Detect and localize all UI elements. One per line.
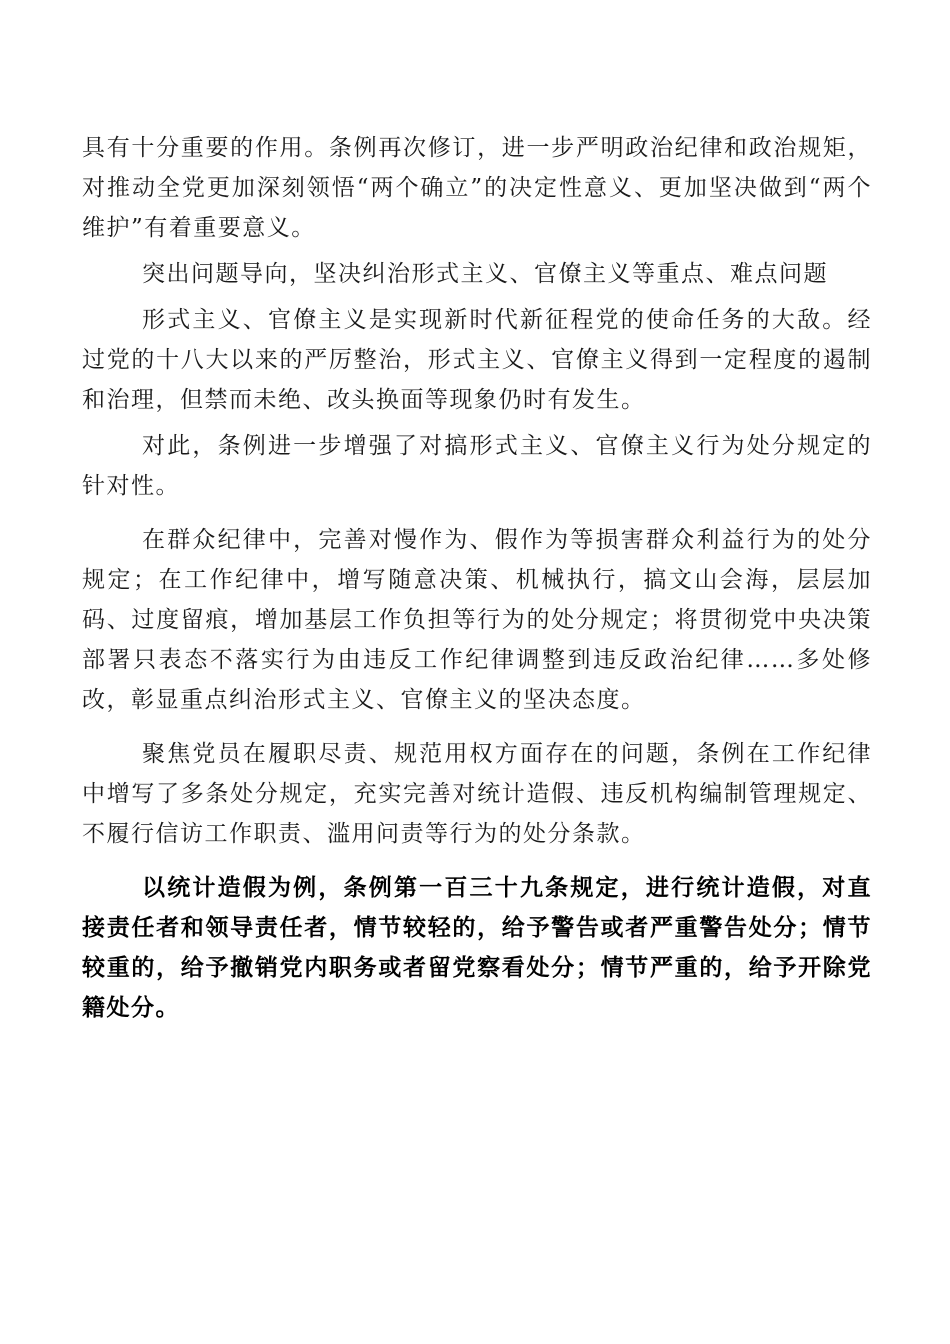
paragraph-duties: 聚焦党员在履职尽责、规范用权方面存在的问题，条例在工作纪律中增写了多条处分规定，充实完善对统计造假、违反机构编制管理规定、不履行信访工作职责、滥用问责等行为的处分条款。 xyxy=(82,741,872,847)
paragraph-formalism: 形式主义、官僚主义是实现新时代新征程党的使命任务的大敌。经过党的十八大以来的严厉整治，形式主义、官僚主义得到一定程度的遏制和治理，但禁而未绝、改头换面等现象仍时有发生。 xyxy=(82,307,872,413)
paragraph-targeting: 对此，条例进一步增强了对搞形式主义、官僚主义行为处分规定的针对性。 xyxy=(82,433,872,499)
paragraph-statistics-fraud-example: 以统计造假为例，条例第一百三十九条规定，进行统计造假，对直接责任者和领导责任者，情节较轻的，给予警告或者严重警告处分；情节较重的，给予撤销党内职务或者留党察看处分；情节严重的，给予开除党籍处分。 xyxy=(82,874,872,1021)
paragraph-discipline-rules: 在群众纪律中，完善对慢作为、假作为等损害群众利益行为的处分规定；在工作纪律中，增写随意决策、机械执行，搞文山会海，层层加码、过度留痕，增加基层工作负担等行为的处分规定；将贯彻党中央决策部署只表态不落实行为由违反工作纪律调整到违反政治纪律……多处修改，彰显重点纠治形式主义、官僚主义的坚决态度。 xyxy=(82,527,872,713)
document-body xyxy=(82,128,872,1028)
section-heading: 突出问题导向，坚决纠治形式主义、官僚主义等重点、难点问题 xyxy=(142,261,828,287)
paragraph-continuation: 具有十分重要的作用。条例再次修订，进一步严明政治纪律和政治规矩，对推动全党更加深刻领悟“两个确立”的决定性意义、更加坚决做到“两个维护”有着重要意义。 xyxy=(82,135,872,241)
